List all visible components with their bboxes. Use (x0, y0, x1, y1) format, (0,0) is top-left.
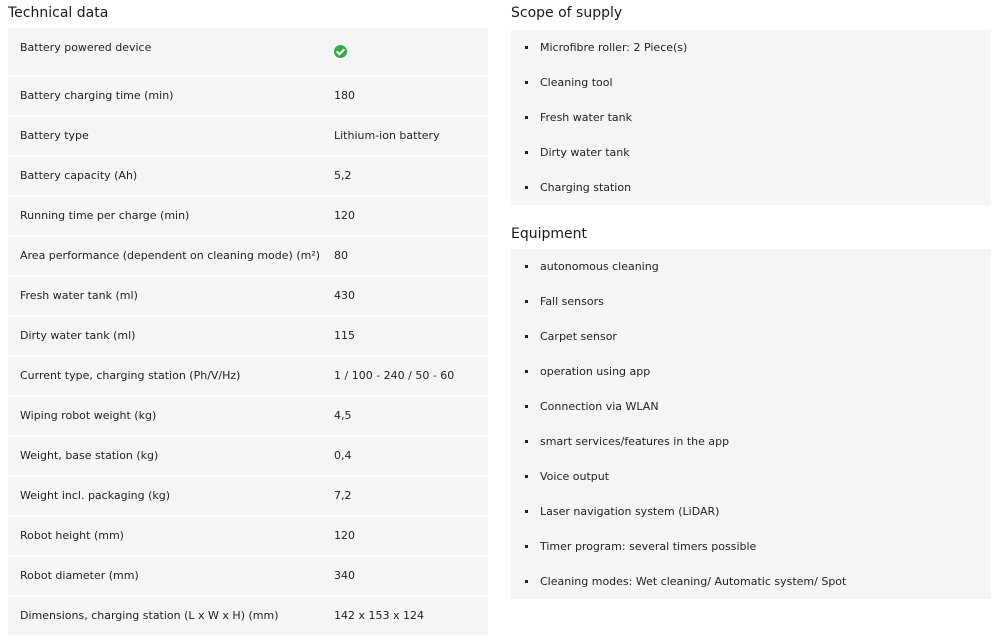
bullet-icon (525, 186, 528, 189)
list-item-label: Carpet sensor (540, 330, 617, 343)
list-item-label: Voice output (540, 470, 610, 483)
table-row (8, 436, 488, 476)
list-item-label: Microfibre roller: 2 Piece(s) (540, 41, 688, 54)
table-row (8, 396, 488, 436)
table-row (8, 516, 488, 556)
bullet-icon (525, 580, 528, 583)
row-label: Battery powered device (20, 41, 152, 54)
row-value: 7,2 (334, 489, 352, 502)
row-value: Lithium-ion battery (334, 129, 440, 142)
check-circle-icon (334, 45, 347, 58)
list-item (511, 135, 991, 170)
row-value: 115 (334, 329, 355, 342)
bullet-icon (525, 46, 528, 49)
list-item (511, 249, 991, 284)
scope-of-supply-list (511, 30, 991, 205)
table-row (8, 76, 488, 116)
list-item (511, 424, 991, 459)
bullet-icon (525, 545, 528, 548)
table-row (8, 476, 488, 516)
row-label: Running time per charge (min) (20, 209, 190, 222)
bullet-icon (525, 510, 528, 513)
bullet-icon (525, 335, 528, 338)
list-item (511, 170, 991, 205)
list-item-label: Cleaning tool (540, 76, 613, 89)
row-value: 4,5 (334, 409, 352, 422)
row-label: Dimensions, charging station (L x W x H) (mm) (20, 609, 279, 622)
bullet-icon (525, 151, 528, 154)
bullet-icon (525, 405, 528, 408)
list-item-label: Dirty water tank (540, 146, 630, 159)
equipment-list (511, 249, 991, 599)
list-item (511, 319, 991, 354)
row-label: Battery type (20, 129, 89, 142)
bullet-icon (525, 81, 528, 84)
row-value: 180 (334, 89, 355, 102)
table-row (8, 276, 488, 316)
table-row (8, 556, 488, 596)
list-item (511, 494, 991, 529)
list-item-label: Fresh water tank (540, 111, 633, 124)
list-item-label: autonomous cleaning (540, 260, 659, 273)
list-item (511, 65, 991, 100)
row-value: 5,2 (334, 169, 352, 182)
table-row (8, 116, 488, 156)
bullet-icon (525, 116, 528, 119)
list-item-label: operation using app (540, 365, 651, 378)
list-item (511, 389, 991, 424)
list-item (511, 30, 991, 65)
list-item-label: Connection via WLAN (540, 400, 659, 413)
list-item-label: Charging station (540, 181, 632, 194)
bullet-icon (525, 475, 528, 478)
technical-data-section (8, 0, 488, 636)
row-label: Robot diameter (mm) (20, 569, 139, 582)
list-item (511, 284, 991, 319)
list-item-label: Laser navigation system (LiDAR) (540, 505, 720, 518)
row-label: Battery capacity (Ah) (20, 169, 138, 182)
table-row (8, 156, 488, 196)
row-label: Area performance (dependent on cleaning mode) (m²) (20, 249, 321, 262)
bullet-icon (525, 370, 528, 373)
list-item (511, 354, 991, 389)
list-item-label: Timer program: several timers possible (540, 540, 757, 553)
table-row (8, 196, 488, 236)
table-row (8, 356, 488, 396)
bullet-icon (525, 265, 528, 268)
row-value: 340 (334, 569, 355, 582)
table-row (8, 236, 488, 276)
list-item (511, 100, 991, 135)
list-item-label: Cleaning modes: Wet cleaning/ Automatic system/ Spot (540, 575, 847, 588)
bullet-icon (525, 300, 528, 303)
row-label: Robot height (mm) (20, 529, 124, 542)
technical-data-table (8, 28, 488, 636)
bullet-icon (525, 440, 528, 443)
supply-equipment-section (511, 0, 991, 599)
technical-data-heading: Technical data (8, 5, 109, 21)
row-value: 80 (334, 249, 348, 262)
list-item-label: Fall sensors (540, 295, 604, 308)
row-label: Wiping robot weight (kg) (20, 409, 157, 422)
row-label: Battery charging time (min) (20, 89, 174, 102)
row-value: 1 / 100 - 240 / 50 - 60 (334, 369, 455, 382)
row-value: 430 (334, 289, 355, 302)
row-value: 0,4 (334, 449, 352, 462)
row-label: Fresh water tank (ml) (20, 289, 138, 302)
list-item-label: smart services/features in the app (540, 435, 730, 448)
row-value: 142 x 153 x 124 (334, 609, 424, 622)
row-value: 120 (334, 209, 355, 222)
row-label: Weight incl. packaging (kg) (20, 489, 171, 502)
row-label: Dirty water tank (ml) (20, 329, 136, 342)
row-label: Current type, charging station (Ph/V/Hz) (20, 369, 241, 382)
row-value: 120 (334, 529, 355, 542)
table-row (8, 316, 488, 356)
scope-of-supply-heading: Scope of supply (511, 5, 623, 21)
equipment-heading: Equipment (511, 226, 587, 242)
row-label: Weight, base station (kg) (20, 449, 159, 462)
list-item (511, 564, 991, 599)
table-row (8, 596, 488, 636)
table-row (8, 28, 488, 76)
row-value (334, 28, 488, 61)
list-item (511, 459, 991, 494)
list-item (511, 529, 991, 564)
